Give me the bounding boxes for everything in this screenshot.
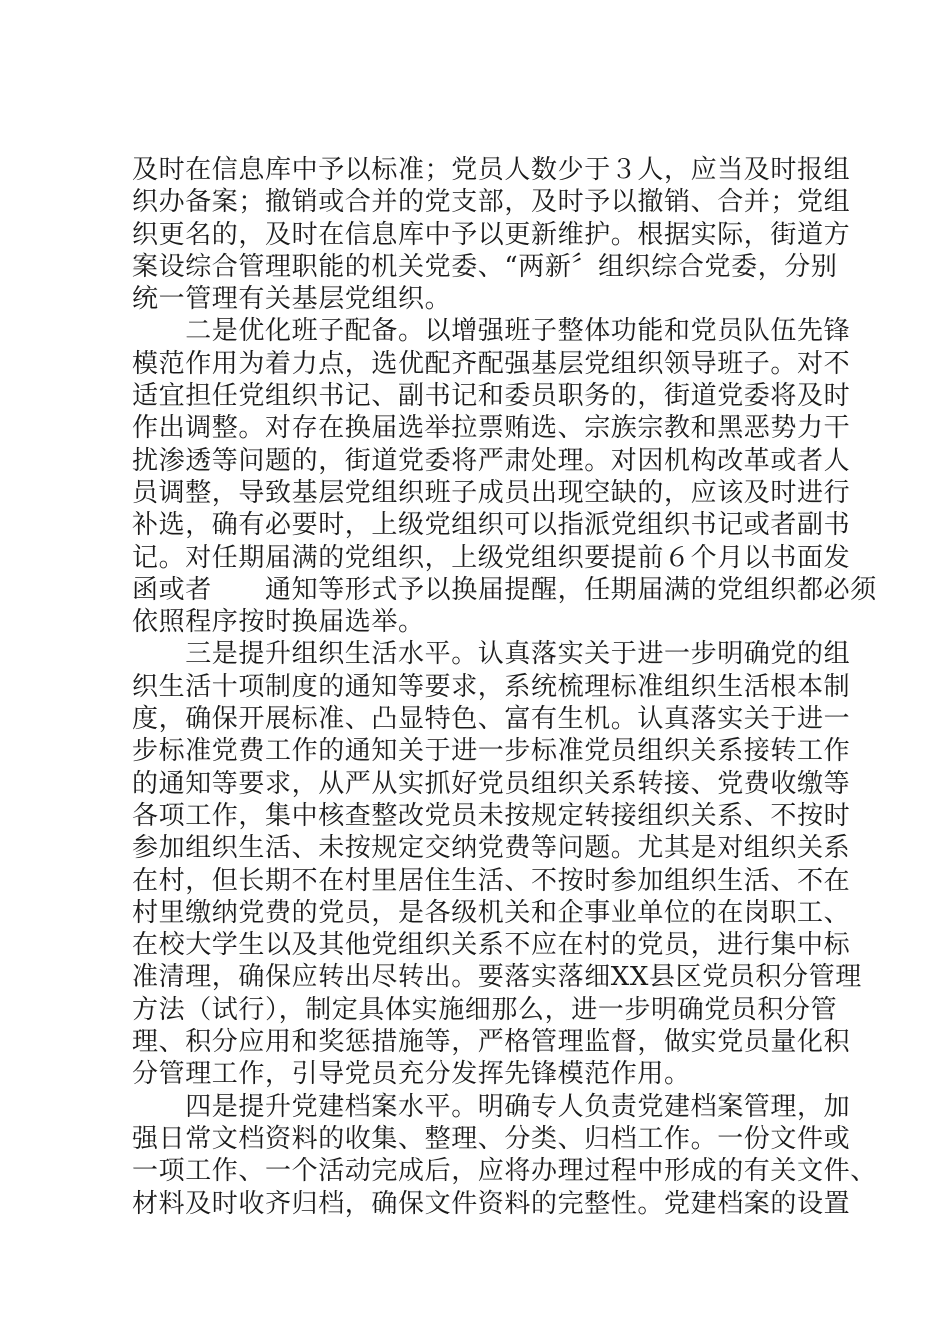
text-line: 扰渗透等问题的，街道党委将严肃处理。对因机构改革或者人 xyxy=(132,445,851,476)
paragraph-3-start: 三是提升组织生活水平。认真落实关于进一步明确党的组 xyxy=(132,639,851,670)
text-line: 步标准党费工作的通知关于进一步标准党员组织关系接转工作 xyxy=(132,736,851,767)
text-line: 理、积分应用和奖惩措施等，严格管理监督，做实党员量化积 xyxy=(132,1027,851,1058)
text-line: 及时在信息库中予以标准；党员人数少于３人，应当及时报组 xyxy=(132,155,851,185)
text-line: 在村，但长期不在村里居住生活、不按时参加组织生活、不在 xyxy=(132,865,851,896)
text-line: 的通知等要求，从严从实抓好党员组织关系转接、党费收缴等 xyxy=(132,768,851,799)
text-line: 织更名的，及时在信息库中予以更新维护。根据实际，街道方 xyxy=(132,219,851,250)
text-line: 员调整，导致基层党组织班子成员出现空缺的，应该及时进行 xyxy=(132,477,851,508)
document-body xyxy=(132,154,877,1220)
text-line: 各项工作，集中核查整改党员未按规定转接组织关系、不按时 xyxy=(132,800,851,831)
text-line: 村里缴纳党费的党员，是各级机关和企事业单位的在岗职工、 xyxy=(132,897,851,928)
text-line: 案设综合管理职能的机关党委、“两新〞组织综合党委，分别 xyxy=(132,251,838,282)
text-line: 强日常文档资料的收集、整理、分类、归档工作。一份文件或 xyxy=(132,1123,851,1154)
text-line: 织生活十项制度的通知等要求，系统梳理标准组织生活根本制 xyxy=(132,671,851,702)
text-line: 材料及时收齐归档，确保文件资料的完整性。党建档案的设置 xyxy=(132,1188,851,1219)
text-line: 统一管理有关基层党组织。 xyxy=(132,284,452,315)
text-line: 方法（试行），制定具体实施细那么，进一步明确党员积分管 xyxy=(132,994,838,1025)
paragraph-4-start: 四是提升党建档案水平。明确专人负责党建档案管理，加 xyxy=(132,1091,851,1122)
text-line: 函或者 通知等形式予以换届提醒，任期届满的党组织都必须 xyxy=(132,574,877,605)
text-line: 准清理，确保应转出尽转出。要落实落细XX县区党员积分管理 xyxy=(132,962,862,993)
text-line: 参加组织生活、未按规定交纳党费等问题。尤其是对组织关系 xyxy=(132,833,851,864)
text-line: 一项工作、一个活动完成后，应将办理过程中形成的有关文件、 xyxy=(132,1156,877,1187)
text-line: 在校大学生以及其他党组织关系不应在村的党员，进行集中标 xyxy=(132,930,851,961)
text-line: 织办备案；撤销或合并的党支部，及时予以撤销、合并；党组 xyxy=(132,187,851,218)
text-line: 作出调整。对存在换届选举拉票贿选、宗族宗教和黑恶势力干 xyxy=(132,413,851,444)
text-line: 模范作用为着力点，选优配齐配强基层党组织领导班子。对不 xyxy=(132,348,851,379)
text-line: 分管理工作，引导党员充分发挥先锋模范作用。 xyxy=(132,1059,691,1090)
text-line: 记。对任期届满的党组织，上级党组织要提前６个月以书面发 xyxy=(132,542,851,573)
text-line: 度，确保开展标准、凸显特色、富有生机。认真落实关于进一 xyxy=(132,704,851,735)
text-line: 补选，确有必要时，上级党组织可以指派党组织书记或者副书 xyxy=(132,510,851,541)
text-line: 依照程序按时换届选举。 xyxy=(132,607,425,638)
text-line: 适宜担任党组织书记、副书记和委员职务的，街道党委将及时 xyxy=(132,381,851,412)
paragraph-2-start: 二是优化班子配备。以增强班子整体功能和党员队伍先锋 xyxy=(132,316,851,347)
